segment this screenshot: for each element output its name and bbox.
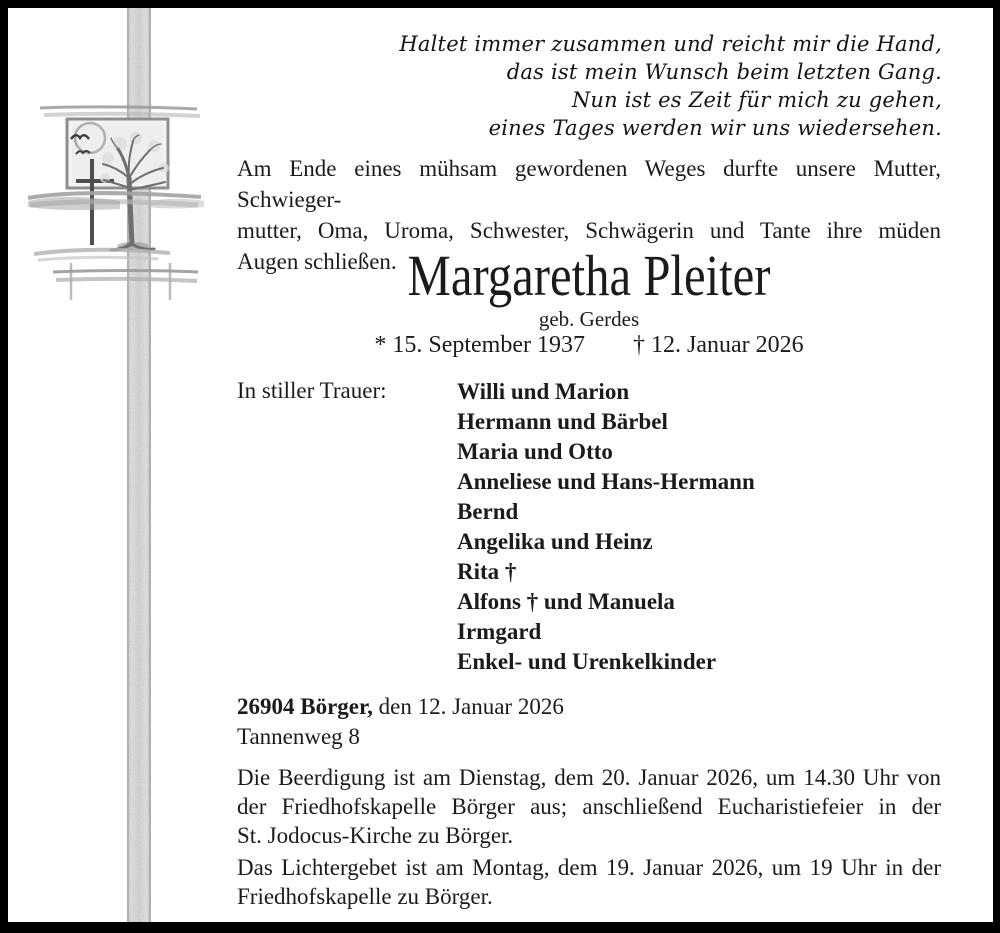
- mourner-name: Willi und Marion: [457, 379, 630, 404]
- poem-line: das ist mein Wunsch beim letzten Gang.: [506, 60, 942, 84]
- street-address: Tannenweg 8: [237, 724, 360, 749]
- mourners-list: [457, 377, 755, 677]
- notice-date: den 12. Januar 2026: [378, 694, 564, 719]
- intro-line: Augen schließen.: [237, 249, 397, 274]
- obituary-sheet: [8, 8, 993, 922]
- mourner-name: Maria und Otto: [457, 439, 613, 464]
- burial-line: St. Jodocus-Kirche zu Börger.: [237, 823, 514, 848]
- poem-line: Haltet immer zusammen und reicht mir die Hand,: [399, 32, 942, 56]
- mourner-name: Irmgard: [457, 619, 542, 644]
- postal-city: 26904 Börger,: [237, 694, 373, 719]
- mourner-name: Rita †: [457, 559, 517, 584]
- life-dates: [237, 332, 941, 359]
- mourner-name: Bernd: [457, 499, 519, 524]
- mourner-name: Enkel- und Urenkelkinder: [457, 649, 717, 674]
- poem-line: eines Tages werden wir uns wiedersehen.: [488, 116, 942, 140]
- poem: [399, 30, 942, 142]
- vigil-line: Das Lichtergebet ist am Montag, dem 19. Januar 2026, um 19 Uhr in der: [237, 855, 941, 880]
- burial-paragraph: [237, 763, 941, 850]
- mourner-name: Hermann und Bärbel: [457, 409, 668, 434]
- mourning-label: In stiller Trauer:: [237, 378, 387, 403]
- intro-line: mutter, Oma, Uroma, Schwester, Schwägerin und Tante ihre müden: [237, 218, 941, 243]
- vigil-line: Friedhofskapelle zu Börger.: [237, 884, 493, 909]
- place-date-line: [237, 694, 564, 720]
- burial-line: der Friedhofskapelle Börger aus; anschließend Eucharistiefeier in der: [237, 794, 941, 819]
- maiden-name: geb. Gerdes: [538, 307, 640, 331]
- mourner-name: Angelika und Heinz: [457, 529, 653, 554]
- death-date: † 12. Januar 2026: [633, 332, 804, 358]
- mourner-name: Alfons † und Manuela: [457, 589, 675, 614]
- ground-strokes: [28, 193, 204, 300]
- deceased-name: Margaretha Pleiter: [407, 243, 771, 308]
- vigil-paragraph: [237, 853, 941, 911]
- burial-line: Die Beerdigung ist am Dienstag, dem 20. Januar 2026, um 14.30 Uhr von: [237, 765, 941, 790]
- mourner-name: Anneliese und Hans-Hermann: [457, 469, 755, 494]
- birth-date: * 15. September 1937: [374, 332, 585, 358]
- intro-line: Am Ende eines mühsam gewordenen Weges durfte unsere Mutter, Schwieger-: [237, 156, 941, 212]
- cross-tree-sketch-illustration: [8, 8, 238, 922]
- poem-line: Nun ist es Zeit für mich zu gehen,: [571, 88, 942, 112]
